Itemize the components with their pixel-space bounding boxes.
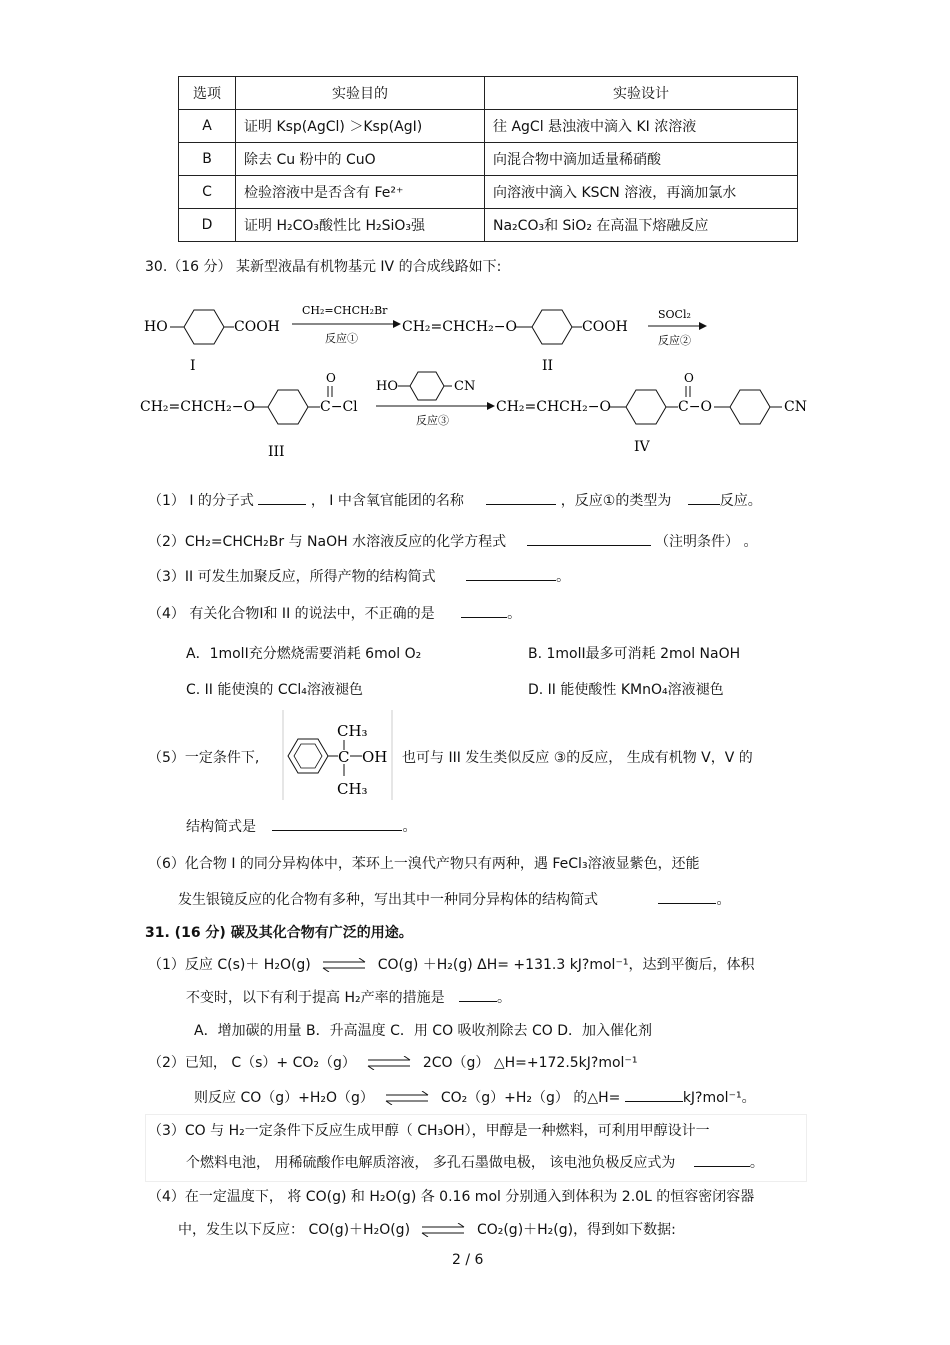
option-cell: C — [179, 176, 236, 209]
design-cell: 向混合物中滴加适量稀硝酸 — [485, 143, 798, 176]
answer-blank[interactable] — [258, 492, 306, 505]
q31-p2-line2 — [194, 1087, 756, 1107]
q30-p3-text: （3）II 可发生加聚反应，所得产物的结构简式 — [148, 569, 436, 585]
q31-p4: （4）在一定温度下， 将 CO(g) 和 H₂O(g) 各 0.16 mol 分别通入到体积为 2.0L 的恒容密闭容器 — [148, 1189, 755, 1205]
label-III: III — [268, 444, 285, 460]
answer-blank[interactable] — [694, 1154, 750, 1167]
q31-p1-text-c: 不变时，以下有利于提高 H₂产率的措施是 — [186, 990, 445, 1006]
q31-p2-text-b: 2CO（g） △H=+172.5kJ?mol⁻¹ — [422, 1055, 638, 1071]
cooh-group: COOH — [582, 319, 628, 335]
cooh-group: COOH — [234, 319, 280, 335]
q31-p1-text: （1）反应 C(s)＋ H₂O(g) — [148, 957, 311, 973]
option-d: D. II 能使酸性 KMnO₄溶液褪色 — [528, 682, 724, 698]
hydroxyl: OH — [362, 748, 388, 766]
goal-cell: 除去 Cu 粉中的 CuO — [236, 143, 485, 176]
q30-p4-text-b: 。 — [507, 606, 522, 622]
q31-p4-line2 — [178, 1219, 676, 1239]
answer-blank[interactable] — [461, 605, 507, 618]
label-II: II — [542, 358, 554, 374]
design-cell: 向溶液中滴入 KSCN 溶液，再滴加氯水 — [485, 176, 798, 209]
phenol-ho: HO — [376, 379, 398, 394]
synthesis-scheme — [140, 298, 820, 468]
answer-blank[interactable] — [272, 818, 402, 831]
q31-p2-text-d: CO₂（g）+H₂（g） 的△H= — [440, 1090, 621, 1106]
cn-group: CN — [784, 399, 807, 415]
goal-cell: 证明 H₂CO₃酸性比 H₂SiO₃强 — [236, 209, 485, 242]
acyl-chloride: C−Cl — [320, 399, 358, 415]
q30-p5-text-d: 。 — [402, 819, 417, 835]
benzene-ring — [626, 390, 666, 424]
header-cell: 选项 — [179, 77, 236, 110]
q30-p2-text: （2）CH₂=CHCH₂Br 与 NaOH 水溶液反应的化学方程式 — [148, 534, 507, 550]
answer-blank[interactable] — [466, 568, 556, 581]
option-cell: A — [179, 110, 236, 143]
benzene-ring — [532, 310, 572, 344]
reagent-2: SOCl₂ — [658, 308, 691, 321]
q31-p1-text-d: 。 — [497, 990, 512, 1006]
label-IV: IV — [634, 439, 650, 455]
label-I: I — [190, 358, 196, 374]
design-cell: 往 AgCl 悬浊液中滴入 KI 浓溶液 — [485, 110, 798, 143]
allyl-ether: CH₂=CHCH₂−O — [140, 399, 255, 415]
carbonyl-oxygen: O — [684, 371, 694, 385]
reagent-1: CH₂=CHCH₂Br — [302, 304, 388, 317]
answer-blank[interactable] — [688, 492, 720, 505]
equilibrium-arrow-icon — [366, 1056, 412, 1070]
benzene-ring — [268, 390, 308, 424]
cn-group: CN — [454, 379, 476, 394]
table-row — [179, 143, 798, 176]
q30-p4 — [148, 603, 521, 623]
allyl-ether: CH₂=CHCH₂−O — [496, 399, 611, 415]
q30-p4-text: （4） 有关化合物Ⅰ和 II 的说法中，不正确的是 — [148, 606, 435, 622]
methyl-bottom: CH₃ — [337, 780, 368, 798]
answer-blank[interactable] — [486, 492, 556, 505]
ester-group: C−O — [678, 399, 712, 415]
goal-cell: 证明 Ksp(AgCl) ＞Ksp(AgI) — [236, 110, 485, 143]
q30-p5-text-b: 也可与 III 发生类似反应 ③的反应， 生成有机物 V，V 的 — [402, 750, 753, 766]
table-header-row — [179, 77, 798, 110]
q30-p3-text-b: 。 — [556, 569, 571, 585]
q31-p4-text-b: 中，发生以下反应： CO(g)＋H₂O(g) — [178, 1222, 411, 1238]
q31-header: 31. (16 分) 碳及其化合物有广泛的用途。 — [145, 925, 413, 941]
answer-blank[interactable] — [459, 989, 497, 1002]
q31-p3-line2 — [186, 1152, 764, 1172]
equilibrium-arrow-icon — [384, 1091, 430, 1105]
condition-1: 反应① — [325, 332, 358, 345]
option-c: C. II 能使溴的 CCl₄溶液褪色 — [186, 682, 363, 698]
methyl-top: CH₃ — [337, 722, 368, 740]
q30-p1-text-d: 反应。 — [719, 493, 762, 509]
condition-2: 反应② — [658, 334, 691, 347]
q30-p1-text: （1） I 的分子式 — [148, 493, 254, 509]
ho-group: HO — [144, 319, 168, 335]
condition-3: 反应③ — [416, 414, 449, 427]
q30-p1-text-c: ，反应①的类型为 — [560, 493, 672, 509]
q30-p3 — [148, 566, 570, 586]
q30-p5: （5）一定条件下, — [148, 750, 260, 766]
q31-p1 — [148, 954, 754, 974]
table-row — [179, 176, 798, 209]
q31-p2-text-c: 则反应 CO（g）+H₂O（g） — [194, 1090, 374, 1106]
q30-p6-text-c: 。 — [716, 892, 731, 908]
equilibrium-arrow-icon — [321, 958, 367, 972]
benzene-ring — [730, 390, 770, 424]
q31-p2-text: （2）已知， C（s）+ CO₂（g） — [148, 1055, 356, 1071]
q31-p2-text-e: kJ?mol⁻¹。 — [682, 1090, 756, 1106]
table-row — [179, 110, 798, 143]
q30-p1 — [148, 490, 762, 510]
option-cell: D — [179, 209, 236, 242]
q31-p4-text-c: CO₂(g)＋H₂(g)，得到如下数据: — [476, 1222, 676, 1238]
q30-p6-text-b: 发生银镜反应的化合物有多种，写出其中一种同分异构体的结构简式 — [178, 892, 598, 908]
design-cell: Na₂CO₃和 SiO₂ 在高温下熔融反应 — [485, 209, 798, 242]
q31-p1-line2 — [186, 987, 511, 1007]
q30-p6-line2 — [178, 889, 730, 909]
q31-options: A．增加碳的用量 B．升高温度 C．用 CO 吸收剂除去 CO D．加入催化剂 — [194, 1023, 653, 1039]
q30-p2 — [148, 531, 757, 551]
option-cell: B — [179, 143, 236, 176]
carbonyl-oxygen: O — [326, 371, 336, 385]
allyl-ether: CH₂=CHCH₂−O — [402, 319, 517, 335]
q31-p1-text-b: CO(g) ＋H₂(g) ΔH= +131.3 kJ?mol⁻¹，达到平衡后，体积 — [377, 957, 755, 973]
header-cell: 实验设计 — [485, 77, 798, 110]
option-a: A．1molⅠ充分燃烧需要消耗 6mol O₂ — [186, 646, 422, 662]
goal-cell: 检验溶液中是否含有 Fe²⁺ — [236, 176, 485, 209]
benzene-ring — [410, 372, 444, 400]
q31-p3-text-b: 个燃料电池， 用稀硫酸作电解质溶液， 多孔石墨做电极， 该电池负极反应式为 — [186, 1155, 676, 1171]
q31-p3: （3）CO 与 H₂一定条件下反应生成甲醇（ CH₃OH），甲醇是一种燃料，可利用甲醇设计一 — [148, 1123, 710, 1139]
q30-p5-text-c: 结构简式是 — [186, 819, 256, 835]
q30-p2-text-b: （注明条件） 。 — [655, 534, 758, 550]
answer-blank[interactable] — [625, 1089, 683, 1102]
q31-p2 — [148, 1052, 637, 1072]
benzene-ring — [184, 310, 224, 344]
equilibrium-arrow-icon — [420, 1223, 466, 1237]
option-b: B. 1molⅠ最多可消耗 2mol NaOH — [528, 646, 741, 662]
q30-header: 30.（16 分） 某新型液晶有机物基元 IV 的合成线路如下: — [145, 259, 502, 275]
answer-blank[interactable] — [658, 891, 716, 904]
header-cell: 实验目的 — [236, 77, 485, 110]
central-carbon: C — [338, 748, 350, 766]
cumyl-alcohol-structure — [282, 710, 394, 800]
experiment-table — [178, 76, 798, 242]
table-row — [179, 209, 798, 242]
q30-p5-line2 — [186, 816, 416, 836]
q30-p1-text-b: ， I 中含氧官能团的名称 — [310, 493, 464, 509]
q31-p3-text-c: 。 — [749, 1155, 764, 1171]
q30-p6: （6）化合物 I 的同分异构体中，苯环上一溴代产物只有两种，遇 FeCl₃溶液显紫色，还能 — [148, 856, 700, 872]
page-number: 2 / 6 — [452, 1252, 484, 1268]
answer-blank[interactable] — [527, 533, 651, 546]
